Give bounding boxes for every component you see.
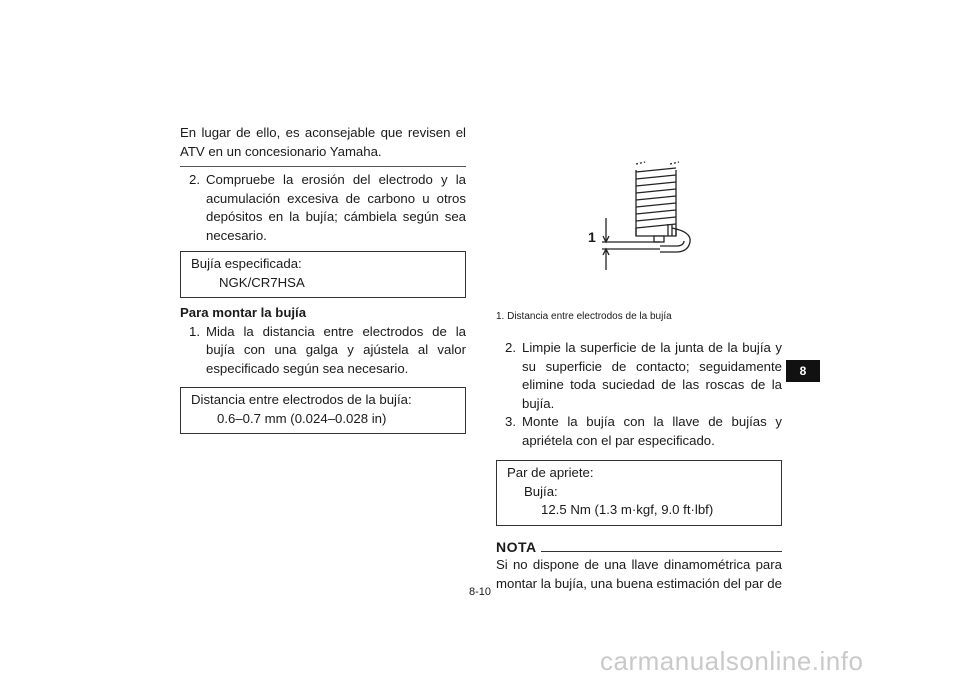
spec-label: Par de apriete: [507,465,594,480]
step-text: Monte la bujía con la llave de bujías y apriétela con el par especificado. [522,414,782,448]
step-number: 2. [189,172,200,187]
spec-value: 12.5 Nm (1.3 m·kgf, 9.0 ft·lbf) [541,502,714,517]
nota-header [496,538,782,557]
section-heading: Para montar la bujía [180,305,307,320]
spec-label: Bujía especificada: [191,256,302,271]
right-column [496,124,782,593]
step-number: 1. [189,323,200,339]
step-text: Compruebe la erosión del electrodo y la acumulación excesiva de carbono u otros depósitos en la bujía; cámbiela según sea necesario. [206,172,466,243]
page-number: 8-10 [468,586,492,598]
spec-box-spark-plug [180,251,466,298]
divider-rule [180,166,466,167]
watermark: carmanualsonline.info [600,646,864,676]
step-2-right [496,339,782,413]
step-3-right [496,413,782,450]
chapter-tab: 8 [786,360,820,382]
spec-sublabel: Bujía: [524,483,558,499]
spec-label: Distancia entre electrodos de la bujía: [191,392,412,407]
step-2-left [180,171,466,245]
spec-box-electrode-gap [180,387,466,434]
step-text: Limpie la superficie de la junta de la bujía y su superficie de contacto; seguidamente elimine toda suciedad de las roscas de la bujía. [522,340,782,411]
nota-rule [541,551,782,552]
spark-plug-illustration [496,124,782,302]
figure-callout-1: 1 [588,229,596,245]
nota-text: Si no dispone de una llave dinamométrica para montar la bujía, una buena estimación del par de [496,557,782,591]
nota-label: NOTA [496,538,537,555]
step-number: 3. [505,414,516,429]
left-column [180,124,466,440]
spec-value: NGK/CR7HSA [219,274,305,290]
step-number: 2. [505,340,516,355]
spec-box-torque [496,460,782,526]
step-1-left [180,323,466,379]
intro-paragraph: En lugar de ello, es aconsejable que revisen el ATV en un concesionario Yamaha. [180,125,466,159]
spec-value: 0.6–0.7 mm (0.024–0.028 in) [217,410,387,426]
spark-plug-figure [496,124,782,302]
step-text: Mida la distancia entre electrodos de la bujía con una galga y ajústela al valor especificado según sea necesario. [206,323,466,376]
figure-caption: 1. Distancia entre electrodos de la bujía [496,311,672,322]
